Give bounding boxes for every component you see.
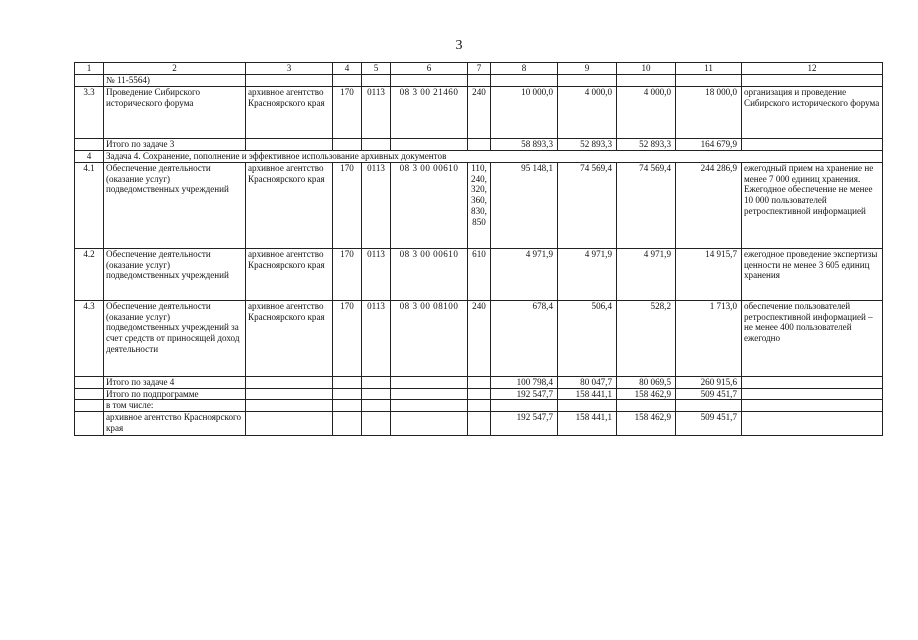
rzpr-code: 0113 (362, 86, 391, 138)
expected-result: организация и проведение Сибирского исторического форума (742, 86, 883, 138)
value-2019: 58 893,3 (491, 138, 558, 150)
executor: архивное агентство Красноярского края (246, 300, 333, 376)
grbs-code: 170 (333, 248, 362, 300)
header-cell: 6 (391, 63, 468, 75)
value-2020: 4 971,9 (558, 248, 617, 300)
header-cell: 9 (558, 63, 617, 75)
task-number: 4 (75, 150, 104, 162)
csr-code: 08 3 00 00610 (391, 248, 468, 300)
value-2019: 95 148,1 (491, 162, 558, 248)
header-cell: 3 (246, 63, 333, 75)
header-cell: 1 (75, 63, 104, 75)
expected-result: ежегодное проведение экспертизы ценности не менее 3 605 единиц хранения (742, 248, 883, 300)
header-cell: 8 (491, 63, 558, 75)
budget-table-container (74, 62, 883, 436)
expected-result: обеспечение пользователей ретроспективной информацией – не менее 400 пользователей ежегодно (742, 300, 883, 376)
row-number: 4.3 (75, 300, 104, 376)
value-total: 260 915,6 (676, 376, 742, 388)
csr-code: 08 3 00 08100 (391, 300, 468, 376)
vr-code: 240 (468, 300, 491, 376)
total-row-subprogram (75, 388, 883, 400)
csr-code: 08 3 00 00610 (391, 162, 468, 248)
value-2019: 678,4 (491, 300, 558, 376)
value-2020: 52 893,3 (558, 138, 617, 150)
value-2020: 158 441,1 (558, 412, 617, 436)
csr-code: 08 3 00 21460 (391, 86, 468, 138)
grbs-code: 170 (333, 300, 362, 376)
row-number: 3.3 (75, 86, 104, 138)
value-2020: 158 441,1 (558, 388, 617, 400)
rzpr-code: 0113 (362, 162, 391, 248)
header-cell: 4 (333, 63, 362, 75)
row-number: 4.1 (75, 162, 104, 248)
value-2020: 80 047,7 (558, 376, 617, 388)
value-2021: 80 069,5 (617, 376, 676, 388)
total-label: Итого по задаче 4 (104, 376, 246, 388)
total-label: Итого по задаче 3 (104, 138, 246, 150)
measure-name: Обеспечение деятельности (оказание услуг) подведомственных учреждений (104, 162, 246, 248)
including-label: в том числе: (104, 400, 246, 412)
header-cell: 2 (104, 63, 246, 75)
value-2021: 158 462,9 (617, 388, 676, 400)
rzpr-code: 0113 (362, 248, 391, 300)
total-label: Итого по подпрограмме (104, 388, 246, 400)
agency-total-row (75, 412, 883, 436)
value-total: 509 451,7 (676, 388, 742, 400)
header-cell: 10 (617, 63, 676, 75)
value-2021: 74 569,4 (617, 162, 676, 248)
table-row-3-3 (75, 86, 883, 138)
value-total: 164 679,9 (676, 138, 742, 150)
including-row (75, 400, 883, 412)
value-2021: 528,2 (617, 300, 676, 376)
value-2021: 4 000,0 (617, 86, 676, 138)
executor: архивное агентство Красноярского края (246, 162, 333, 248)
header-cell: 11 (676, 63, 742, 75)
value-2021: 158 462,9 (617, 412, 676, 436)
value-total: 18 000,0 (676, 86, 742, 138)
value-total: 14 915,7 (676, 248, 742, 300)
vr-code: 240 (468, 86, 491, 138)
table-row-4-3 (75, 300, 883, 376)
value-total: 1 713,0 (676, 300, 742, 376)
task-4-header-row (75, 150, 883, 162)
total-row-task-3 (75, 138, 883, 150)
measure-name: Обеспечение деятельности (оказание услуг) подведомственных учреждений за счет средств от приносящей доход деятельности (104, 300, 246, 376)
value-2021: 52 893,3 (617, 138, 676, 150)
value-2020: 74 569,4 (558, 162, 617, 248)
measure-name: Обеспечение деятельности (оказание услуг) подведомственных учреждений (104, 248, 246, 300)
value-2021: 4 971,9 (617, 248, 676, 300)
value-2019: 192 547,7 (491, 412, 558, 436)
column-number-row (75, 63, 883, 75)
value-2020: 506,4 (558, 300, 617, 376)
rzpr-code: 0113 (362, 300, 391, 376)
task-title: Задача 4. Сохранение, пополнение и эффективное использование архивных документов (104, 150, 883, 162)
budget-table (74, 62, 883, 436)
header-cell: 7 (468, 63, 491, 75)
value-total: 244 286,9 (676, 162, 742, 248)
continuation-row (75, 74, 883, 86)
measure-name: Проведение Сибирского исторического форума (104, 86, 246, 138)
value-2019: 10 000,0 (491, 86, 558, 138)
grbs-code: 170 (333, 86, 362, 138)
value-2019: 4 971,9 (491, 248, 558, 300)
table-row-4-2 (75, 248, 883, 300)
executor: архивное агентство Красноярского края (246, 86, 333, 138)
agency-label: архивное агентство Красноярского края (104, 412, 246, 436)
total-row-task-4 (75, 376, 883, 388)
continuation-text: № 11-5564) (104, 74, 246, 86)
row-number: 4.2 (75, 248, 104, 300)
value-total: 509 451,7 (676, 412, 742, 436)
header-cell: 12 (742, 63, 883, 75)
value-2019: 100 798,4 (491, 376, 558, 388)
executor: архивное агентство Красноярского края (246, 248, 333, 300)
value-2020: 4 000,0 (558, 86, 617, 138)
vr-code: 110, 240, 320, 360, 830, 850 (468, 162, 491, 248)
page-number: 3 (455, 38, 463, 53)
vr-code: 610 (468, 248, 491, 300)
grbs-code: 170 (333, 162, 362, 248)
expected-result: ежегодный прием на хранение не менее 7 000 единиц хранения. Ежегодное обеспечение не менее 10 000 пользователей ретроспективной информацией (742, 162, 883, 248)
header-cell: 5 (362, 63, 391, 75)
value-2019: 192 547,7 (491, 388, 558, 400)
table-row-4-1 (75, 162, 883, 248)
